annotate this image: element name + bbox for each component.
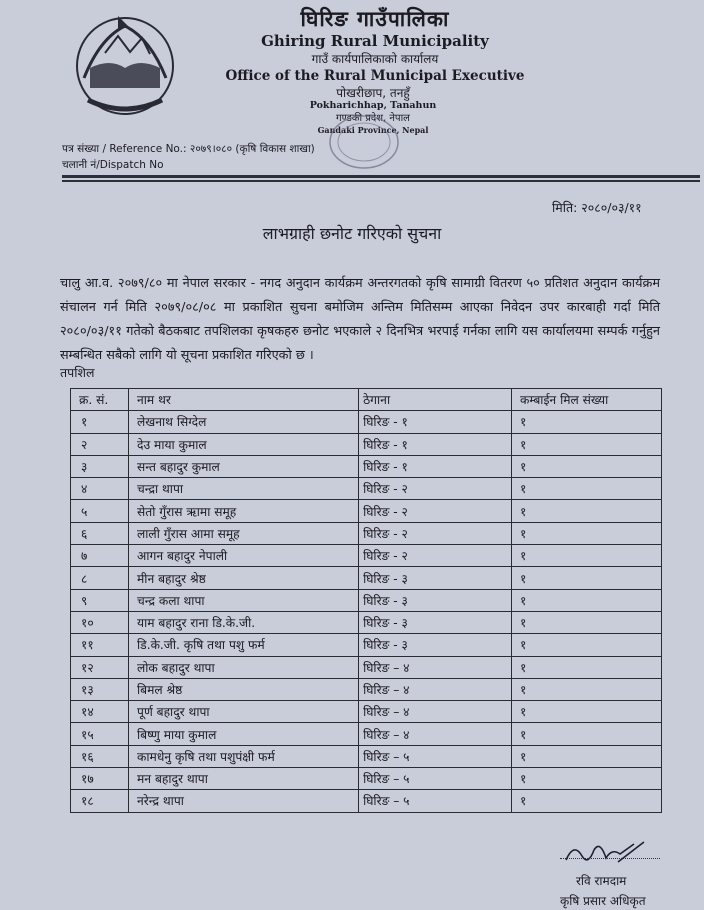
- cell-serial: ४: [71, 478, 129, 500]
- signatory-post: कृषि प्रसार अधिकृत: [560, 894, 646, 908]
- cell-name: सेतो गुँरास ऋामा समूह: [129, 500, 359, 522]
- table-header-row: [71, 389, 662, 411]
- office-name-np: गाउँ कार्यपालिकाको कार्यालय: [311, 52, 439, 66]
- table-row: [71, 701, 662, 723]
- cell-count: १: [512, 455, 662, 477]
- address-en: Pokharichhap, Tanahun: [309, 100, 437, 111]
- reference-label: पत्र संख्या / Reference No.:: [62, 143, 187, 155]
- cell-serial: १५: [71, 723, 129, 745]
- cell-count: १: [512, 478, 662, 500]
- dispatch-label: चलानी नं/Dispatch No: [62, 159, 164, 171]
- cell-name: याम बहादुर राना डि.के.जी.: [129, 611, 359, 633]
- header-address: ठेगाना: [359, 389, 512, 411]
- cell-name: आगन बहादुर नेपाली: [129, 545, 359, 567]
- cell-serial: १८: [71, 790, 129, 812]
- table-row: [71, 545, 662, 567]
- cell-address: घिरिङ - २: [359, 545, 512, 567]
- beneficiary-table: [70, 388, 662, 813]
- province-en: Gandaki Province, Nepal: [317, 125, 429, 135]
- cell-name: कामधेनु कृषि तथा पशुपंक्षी फर्म: [129, 745, 359, 767]
- cell-address: घिरिङ - ३: [359, 611, 512, 633]
- signatory-name: रवि रामदाम: [576, 874, 627, 888]
- cell-address: घिरिङ - ३: [359, 567, 512, 589]
- notice-date: मिति: २०८०/०३/११: [552, 200, 642, 215]
- cell-serial: १७: [71, 768, 129, 790]
- cell-serial: ६: [71, 522, 129, 544]
- table-row: [71, 589, 662, 611]
- cell-name: पूर्ण बहादुर थापा: [129, 701, 359, 723]
- cell-name: लाली गुँरास आमा समूह: [129, 522, 359, 544]
- dispatch-line: [62, 158, 164, 172]
- cell-serial: १०: [71, 611, 129, 633]
- cell-count: १: [512, 678, 662, 700]
- cell-name: लोक बहादुर थापा: [129, 656, 359, 678]
- cell-name: बिष्णु माया कुमाल: [129, 723, 359, 745]
- cell-name: बिमल श्रेष्ठ: [129, 678, 359, 700]
- letterhead: [180, 6, 570, 85]
- reference-value: २०७९।०८० (कृषि विकास शाखा): [189, 143, 315, 155]
- cell-address: घिरिङ – ५: [359, 745, 512, 767]
- cell-address: घिरिङ - २: [359, 478, 512, 500]
- cell-serial: ३: [71, 455, 129, 477]
- cell-count: १: [512, 611, 662, 633]
- notice-body: चालु आ.व. २०७९/८० मा नेपाल सरकार - नगद अनुदान कार्यक्रम अन्तरगतको कृषि सामाग्री वितरण ५० प्रतिशत अनुदान कार्यक्रम संचालन गर्न मिति २०७९/०८/०८ मा प्रकाशित सुचना बमोजिम अन्तिम मितिसम्म आएका निवेदन उपर कारबाही गर्दा मिति २०८०/०३/११ गतेको बैठकबाट तपशिलका कृषकहरु छनोट भएकाले २ दिनभित्र भरपाई गर्नका लागि यस कार्यालयमा सम्पर्क गर्नुहुन सम्बन्धित सबैको लागि यो सूचना प्रकाशित गरिएको छ ।: [60, 276, 660, 363]
- cell-serial: ५: [71, 500, 129, 522]
- municipality-name-en: Ghiring Rural Municipality: [261, 32, 489, 50]
- reference-line: [62, 142, 315, 156]
- nepal-emblem-icon: [70, 8, 180, 120]
- cell-serial: ११: [71, 634, 129, 656]
- cell-name: चन्द्रा थापा: [129, 478, 359, 500]
- cell-count: १: [512, 589, 662, 611]
- cell-serial: १: [71, 411, 129, 433]
- cell-address: घिरिङ – ४: [359, 656, 512, 678]
- cell-name: मीन बहादुर श्रेष्ठ: [129, 567, 359, 589]
- cell-name: चन्द्र कला थापा: [129, 589, 359, 611]
- cell-serial: ७: [71, 545, 129, 567]
- header-count: कम्बाईन मिल संख्या: [512, 389, 662, 411]
- signature-line: [560, 858, 660, 859]
- table-row: [71, 500, 662, 522]
- cell-count: १: [512, 567, 662, 589]
- table-row: [71, 768, 662, 790]
- cell-count: १: [512, 656, 662, 678]
- cell-count: १: [512, 545, 662, 567]
- cell-serial: १३: [71, 678, 129, 700]
- table-row: [71, 478, 662, 500]
- cell-address: घिरिङ - २: [359, 522, 512, 544]
- cell-address: घिरिङ – ४: [359, 701, 512, 723]
- table-body: [71, 411, 662, 812]
- cell-address: घिरिङ – ५: [359, 768, 512, 790]
- cell-serial: २: [71, 433, 129, 455]
- table-row: [71, 678, 662, 700]
- header-name: नाम थर: [129, 389, 359, 411]
- table-row: [71, 567, 662, 589]
- cell-address: घिरिङ – ४: [359, 723, 512, 745]
- table-row: [71, 656, 662, 678]
- cell-count: १: [512, 433, 662, 455]
- office-stamp-icon: [304, 112, 400, 174]
- cell-count: १: [512, 634, 662, 656]
- cell-count: १: [512, 522, 662, 544]
- table-row: [71, 611, 662, 633]
- cell-count: १: [512, 701, 662, 723]
- cell-count: १: [512, 411, 662, 433]
- cell-address: घिरिङ - ३: [359, 589, 512, 611]
- cell-serial: १४: [71, 701, 129, 723]
- table-row: [71, 455, 662, 477]
- cell-serial: १२: [71, 656, 129, 678]
- cell-count: १: [512, 723, 662, 745]
- cell-name: डि.के.जी. कृषि तथा पशु फर्म: [129, 634, 359, 656]
- table-row: [71, 723, 662, 745]
- table-row: [71, 522, 662, 544]
- cell-count: १: [512, 790, 662, 812]
- cell-name: नरेन्द्र थापा: [129, 790, 359, 812]
- province-np: गण्डकी प्रदेश, नेपाल: [336, 113, 410, 124]
- signature-icon: [560, 836, 660, 870]
- header-serial: क्र. सं.: [71, 389, 129, 411]
- cell-serial: ८: [71, 567, 129, 589]
- header-rule: [62, 175, 700, 178]
- cell-address: घिरिङ - ३: [359, 634, 512, 656]
- cell-address: घिरिङ - १: [359, 433, 512, 455]
- cell-address: घिरिङ - २: [359, 500, 512, 522]
- address-np: पोखरीछाप, तनहुँ: [336, 86, 410, 100]
- cell-name: देउ माया कुमाल: [129, 433, 359, 455]
- table-row: [71, 433, 662, 455]
- table-row: [71, 790, 662, 812]
- cell-name: लेखनाथ सिग्देल: [129, 411, 359, 433]
- cell-serial: १६: [71, 745, 129, 767]
- cell-count: १: [512, 500, 662, 522]
- details-label: तपशिल: [60, 365, 95, 380]
- header-rule-thin: [62, 180, 700, 182]
- notice-title: लाभग्राही छनोट गरिएको सुचना: [262, 224, 442, 243]
- cell-count: १: [512, 768, 662, 790]
- municipality-name-np: घिरिङ गाउँपालिका: [300, 7, 450, 31]
- table-row: [71, 634, 662, 656]
- cell-address: घिरिङ – ४: [359, 678, 512, 700]
- cell-address: घिरिङ - १: [359, 411, 512, 433]
- cell-name: मन बहादुर थापा: [129, 768, 359, 790]
- cell-name: सन्त बहादुर कुमाल: [129, 455, 359, 477]
- table-row: [71, 745, 662, 767]
- cell-serial: ९: [71, 589, 129, 611]
- office-name-en: Office of the Rural Municipal Executive: [225, 68, 525, 84]
- cell-address: घिरिङ - १: [359, 455, 512, 477]
- table-row: [71, 411, 662, 433]
- cell-count: १: [512, 745, 662, 767]
- cell-address: घिरिङ – ५: [359, 790, 512, 812]
